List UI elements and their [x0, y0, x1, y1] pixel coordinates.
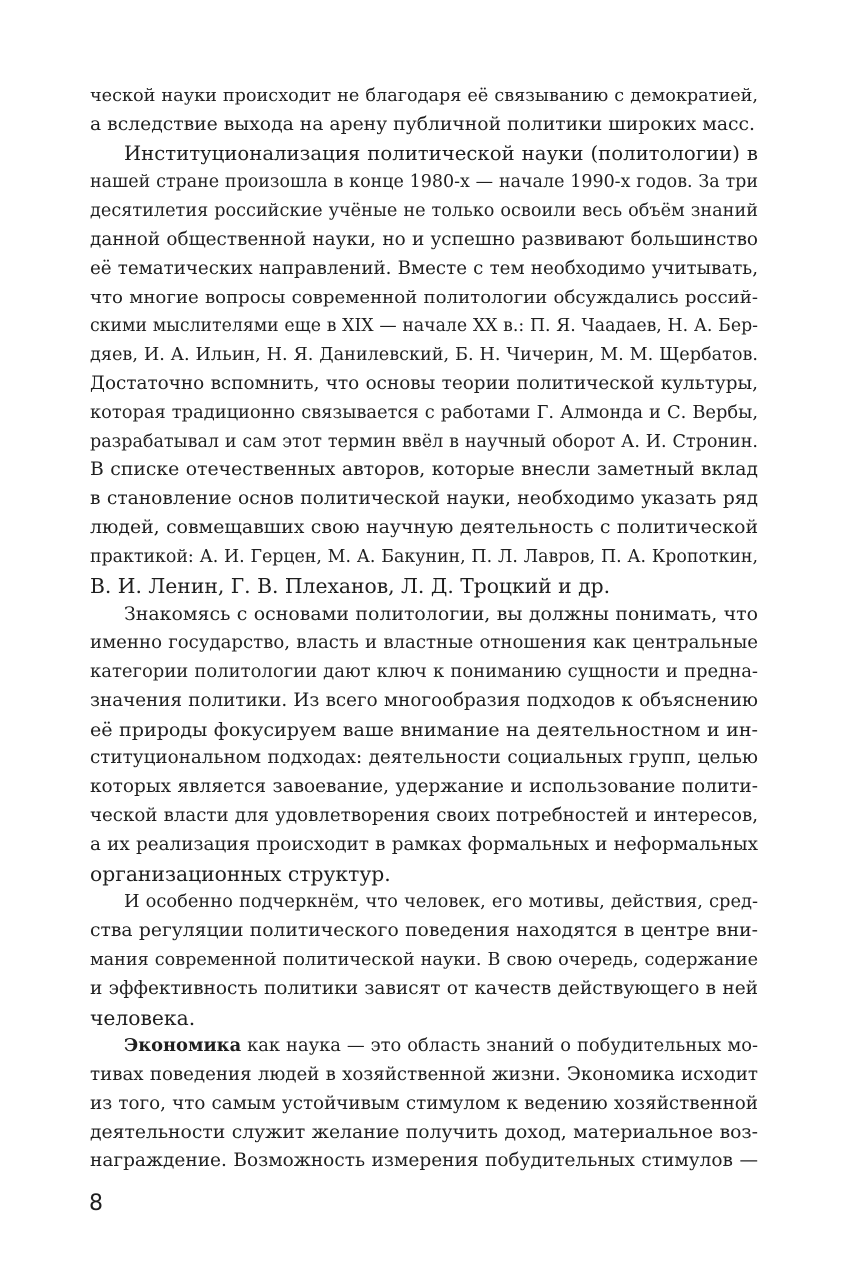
text-line: скими мыслителями еще в XIX — начале XX в.: П. Я. Чаадаев, Н. А. Бер- — [90, 316, 758, 337]
text-line: её тематических направлений. Вместе с тем необходимо учитывать, — [90, 257, 758, 279]
paragraph-continuation — [90, 82, 758, 140]
text-line: практикой: А. И. Герцен, М. А. Бакунин, П. Л. Лавров, П. А. Кропоткин, — [90, 546, 758, 567]
paragraph-human-factor — [90, 888, 758, 1032]
text-line: значения политики. Из всего многообразия подходов к объяснению — [90, 689, 758, 711]
text-line: данной общественной науки, но и успешно развивают большинство — [90, 228, 758, 250]
text-line: мания современной политической науки. В свою очередь, содержание — [90, 949, 758, 970]
text-line: ческой власти для удовлетворения своих потребностей и интересов, — [90, 804, 758, 826]
text-line: В. И. Ленин, Г. В. Плеханов, Л. Д. Троцкий и др. — [90, 573, 611, 598]
text-line: Достаточно вспомнить, что основы теории политической культуры, — [90, 372, 758, 394]
page-number: 8 — [89, 1191, 103, 1216]
text-line — [90, 1032, 758, 1061]
text-line: а вследствие выхода на арену публичной политики широких масс. — [90, 113, 755, 135]
text-line: В списке отечественных авторов, которые внесли заметный вклад — [90, 459, 758, 481]
text-run: как наука — это область знаний о побудительных мо- — [241, 1035, 758, 1057]
text-line: именно государство, власть и властные отношения как центральные — [90, 632, 758, 654]
paragraph-economics — [90, 1032, 758, 1176]
text-line: ституциональном подходах: деятельности социальных групп, целью — [90, 747, 758, 769]
text-line: десятилетия российские учёные не только освоили весь объём знаний — [90, 201, 758, 222]
text-line: ства регуляции политического поведения находятся в центре вни- — [90, 920, 758, 942]
text-line: категории политологии дают ключ к пониманию сущности и предна- — [90, 660, 758, 682]
text-line: тивах поведения людей в хозяйственной жизни. Экономика исходит — [90, 1064, 758, 1086]
text-line: нашей стране произошла в конце 1980-х — начале 1990-х годов. За три — [90, 172, 758, 193]
text-line: разрабатывал и сам этот термин ввёл в научный оборот А. И. Стронин. — [90, 431, 758, 452]
text-line: награждение. Возможность измерения побудительных стимулов — — [90, 1150, 758, 1172]
text-line: ческой науки происходит не благодаря её связыванию с демократией, — [90, 86, 758, 106]
text-line: её природы фокусируем ваше внимание на деятельностном и ин- — [90, 717, 758, 741]
text-line: деятельности служит желание получить доход, материальное воз- — [90, 1121, 758, 1143]
text-line: организационных структур. — [90, 861, 391, 886]
text-line: которых является завоевание, удержание и использование полити- — [90, 776, 758, 798]
text-line: людей, совмещавших свою научную деятельность с политической — [90, 516, 758, 538]
text-line: которая традиционно связывается с работами Г. Алмонда и С. Вербы, — [90, 401, 758, 423]
text-line: из того, что самым устойчивым стимулом к ведению хозяйственной — [90, 1092, 758, 1114]
text-line: в становление основ политической науки, необходимо указать ряд — [90, 488, 758, 510]
text-line: а их реализация происходит в рамках формальных и неформальных — [90, 833, 758, 855]
text-line: человека. — [90, 1005, 196, 1030]
text-line: и эффективность политики зависят от качеств действующего в ней — [90, 977, 758, 999]
text-line: Знакомясь с основами политологии, вы должны понимать, что — [124, 603, 758, 626]
text-line: Институционализация политической науки (политологии) в — [124, 141, 758, 165]
page-body — [90, 82, 758, 1176]
paragraph-politology-basics — [90, 600, 758, 888]
text-line: что многие вопросы современной политологии обсуждались россий- — [90, 286, 758, 308]
paragraph-institutionalization — [90, 140, 758, 601]
text-line: дяев, И. А. Ильин, Н. Я. Данилевский, Б. Н. Чичерин, М. М. Щербатов. — [90, 345, 758, 366]
economics-term: Экономика — [124, 1035, 242, 1057]
text-line: И особенно подчеркнём, что человек, его мотивы, действия, сред- — [124, 891, 758, 913]
